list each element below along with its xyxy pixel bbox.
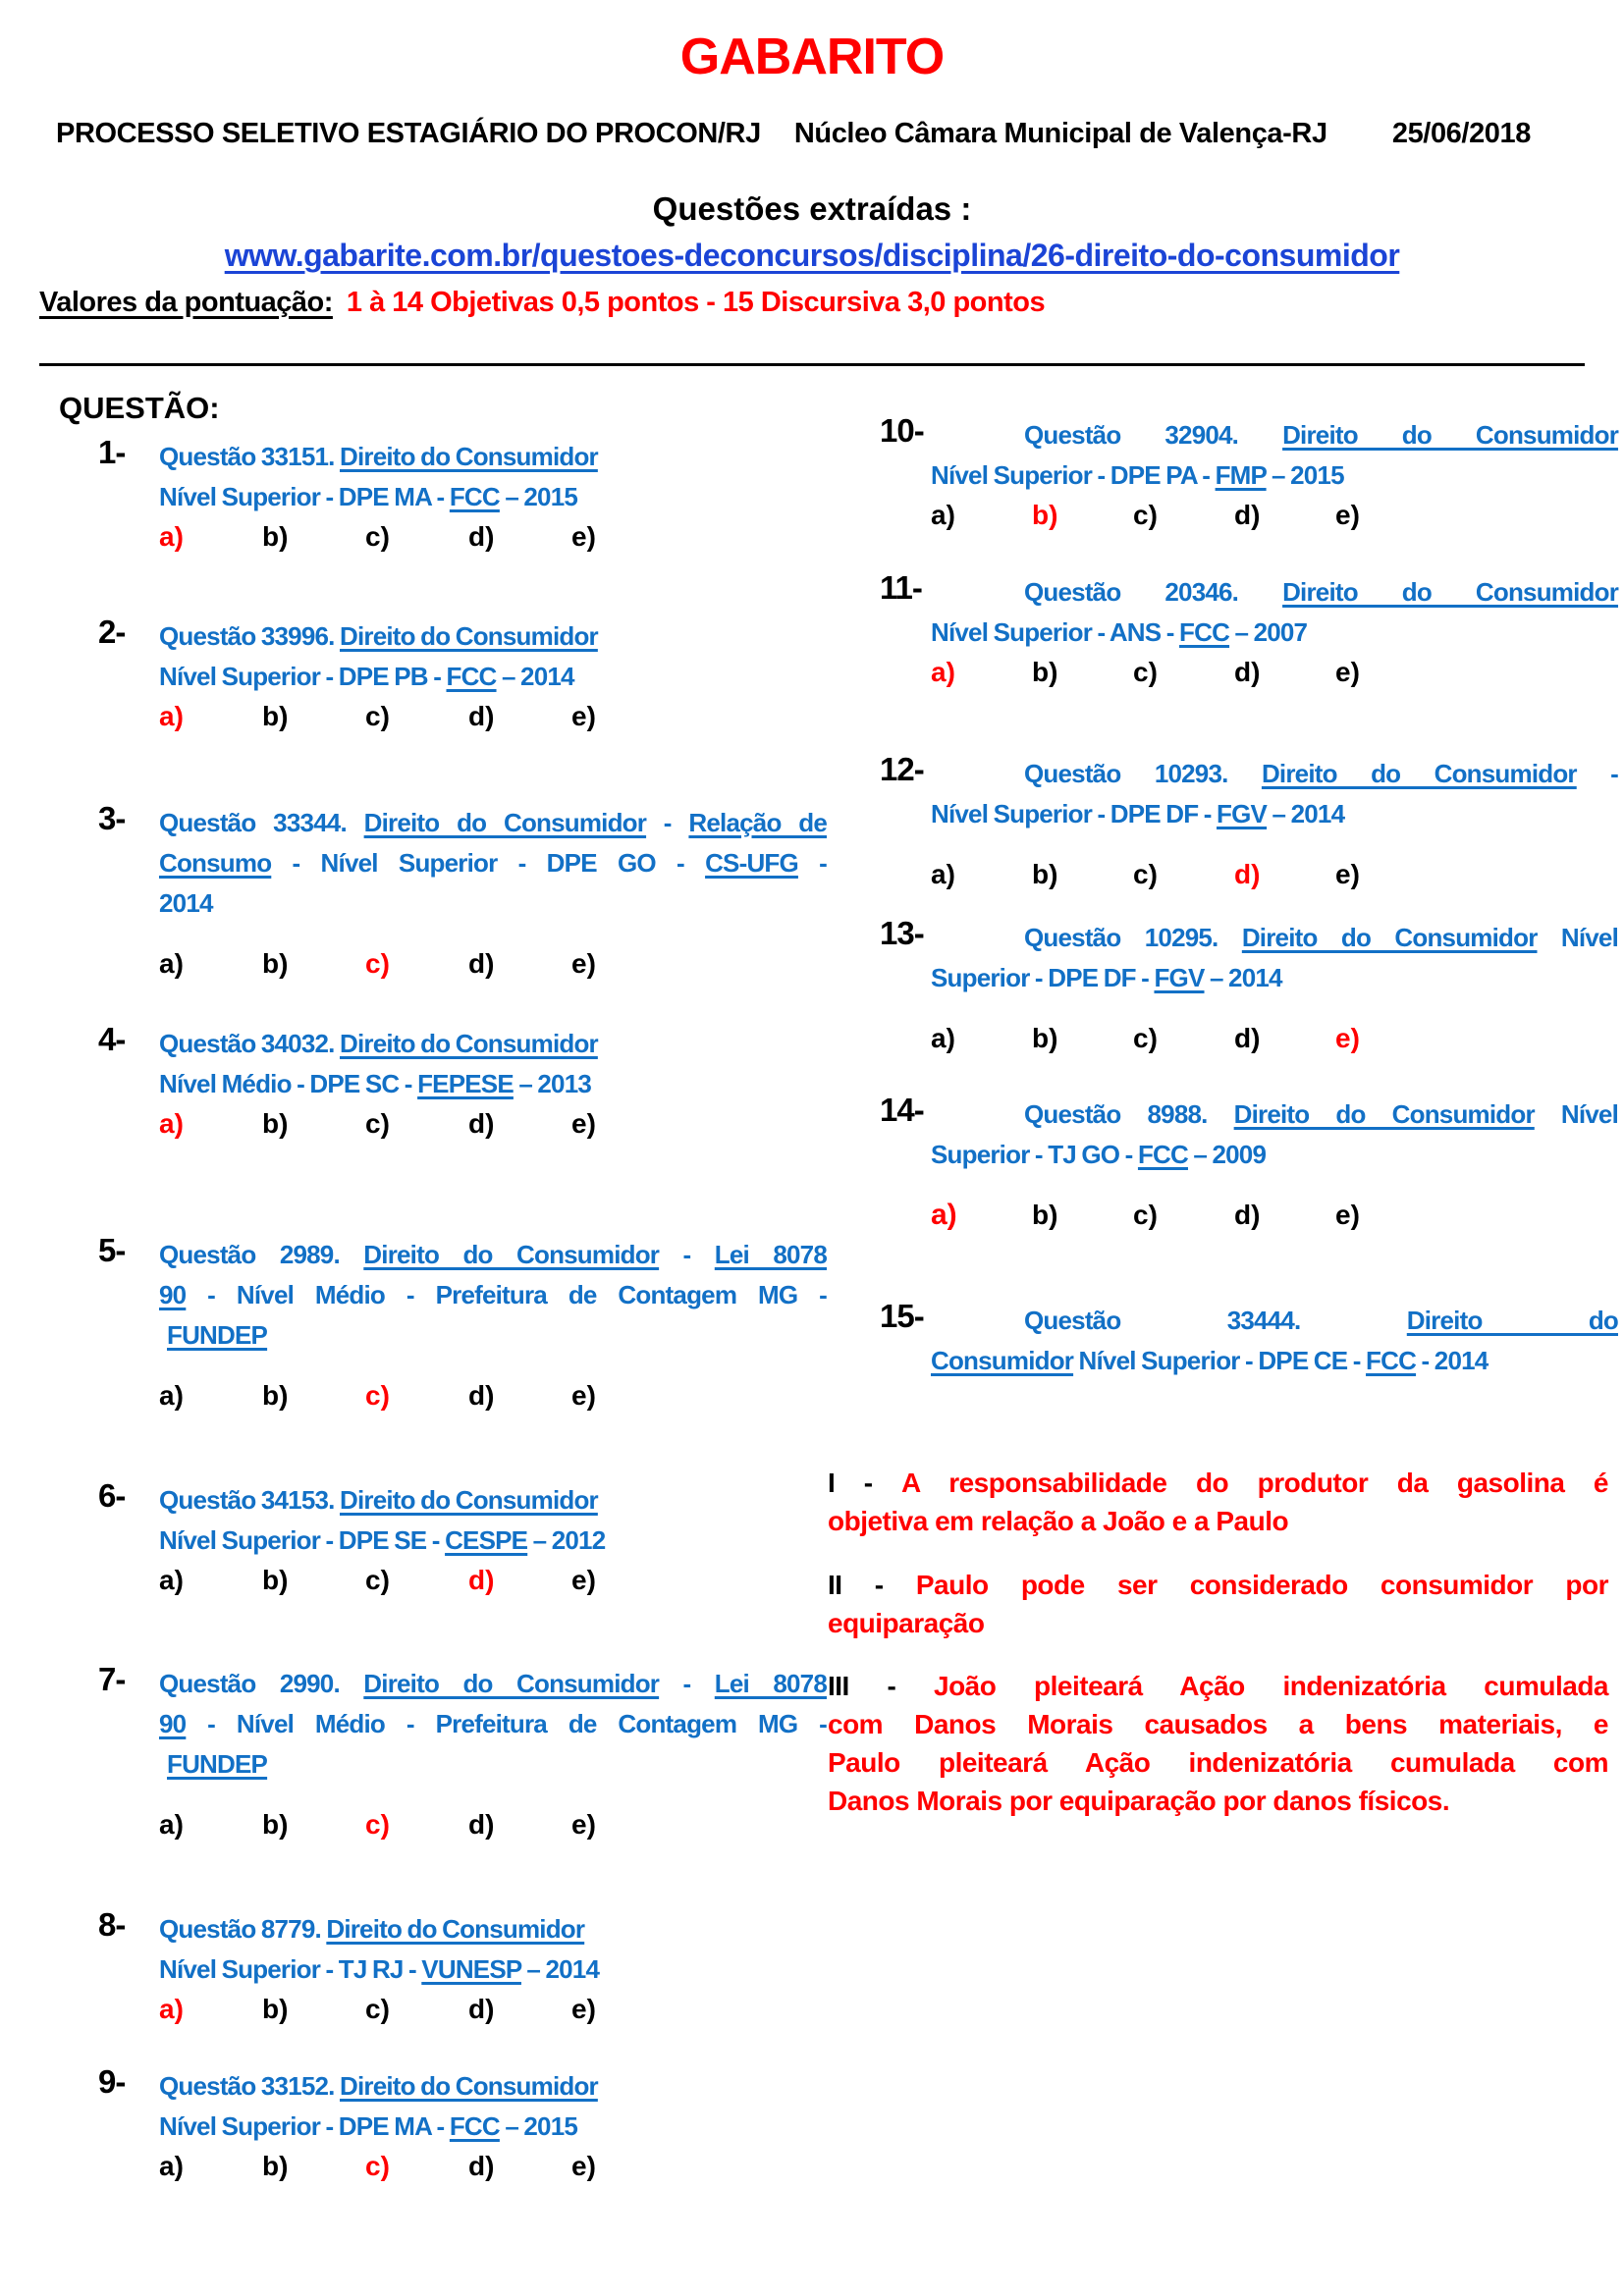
text-line (931, 1341, 1618, 1381)
option-c: c) (1133, 859, 1158, 889)
option-d: d) (468, 1380, 495, 1411)
linked-term[interactable]: FCC (446, 662, 497, 691)
statement-numeral: II - (828, 1570, 916, 1600)
answer-options (931, 653, 1618, 692)
option-d: d) (1234, 500, 1261, 530)
text-line (931, 1095, 1618, 1135)
text-line (159, 1521, 827, 1561)
option-b: b) (262, 1809, 289, 1840)
question-number: 9- (98, 2063, 126, 2100)
text-line (828, 1743, 1608, 1782)
question-text-segment: Nível Superior - DPE SE - (159, 1525, 446, 1555)
question-7 (98, 1661, 828, 1844)
option-e: e) (571, 1809, 596, 1840)
linked-term[interactable]: Consumidor (931, 1346, 1074, 1375)
linked-term[interactable]: FUNDEP (167, 1320, 268, 1350)
text-line (159, 477, 827, 517)
option-a-correct: a) (159, 1108, 184, 1139)
question-number: 2- (98, 614, 126, 650)
option-c-correct: c) (365, 1809, 390, 1840)
source-url-link[interactable]: www.gabarite.com.br/questoes-deconcursos/disciplina/26-direito-do-consumidor (224, 238, 1400, 273)
answer-options (159, 1561, 827, 1600)
source-url-line (0, 238, 1624, 274)
answer-options (159, 1104, 827, 1144)
text-line (931, 455, 1618, 496)
question-3 (98, 800, 827, 984)
question-text-segment: Questão 33444. (1024, 1306, 1407, 1335)
question-14 (880, 1092, 1618, 1235)
question-number: 6- (98, 1477, 126, 1514)
questions-section-label: QUESTÃO: (59, 391, 220, 425)
option-d: d) (1234, 1023, 1261, 1053)
question-text-segment: - (646, 808, 689, 837)
score-values: 1 à 14 Objetivas 0,5 pontos - 15 Discursiva 3,0 pontos (346, 287, 1046, 318)
question-text-segment: Questão 2989. (159, 1240, 364, 1269)
linked-term[interactable]: FCC (1179, 617, 1230, 647)
option-e: e) (571, 521, 596, 552)
question-text-segment: - (797, 848, 827, 878)
option-a-correct: a) (931, 657, 955, 687)
page-title: GABARITO (679, 28, 945, 85)
linked-term[interactable]: Direito do Consumidor (340, 2071, 598, 2101)
linked-term[interactable]: FMP (1215, 460, 1267, 490)
question-number: 15- (880, 1298, 924, 1334)
statement-III (828, 1667, 1608, 1820)
question-text-segment: - Nível Médio - Prefeitura de Contagem MG - (186, 1280, 827, 1309)
question-text-segment: Nível Superior - DPE PA - (931, 460, 1216, 490)
question-text-segment: Questão 34153. (159, 1485, 340, 1515)
linked-term[interactable]: Direito do Consumidor (1261, 759, 1577, 788)
question-number: 5- (98, 1232, 126, 1268)
question-number: 10- (880, 412, 924, 449)
option-c-correct: c) (365, 1380, 390, 1411)
statement-numeral: I - (828, 1468, 902, 1498)
question-text-segment: - Nível Médio - Prefeitura de Contagem MG - (186, 1709, 827, 1738)
linked-term[interactable]: FGV (1154, 963, 1205, 992)
answer-options (159, 2147, 827, 2186)
linked-term[interactable]: Direito do Consumidor (340, 442, 598, 471)
question-text (159, 1909, 827, 1990)
option-a: a) (159, 1380, 184, 1411)
answer-options (931, 496, 1618, 535)
option-c: c) (1133, 500, 1158, 530)
question-text-segment: Nível Superior - DPE MA - (159, 2111, 450, 2141)
process-name: PROCESSO SELETIVO ESTAGIÁRIO DO PROCON/RJ (56, 118, 761, 149)
text-line (159, 1480, 827, 1521)
question-1 (98, 434, 827, 557)
linked-term[interactable]: Direito do Consumidor (1233, 1099, 1535, 1129)
option-c: c) (365, 1994, 390, 2024)
option-c: c) (365, 701, 390, 731)
statement-text-segment: João pleiteará Ação indenizatória cumulada (934, 1671, 1608, 1701)
option-a-correct: a) (159, 1994, 184, 2024)
question-text-segment: – 2007 (1229, 617, 1308, 647)
linked-term[interactable]: FUNDEP (167, 1749, 268, 1779)
text-line (828, 1705, 1608, 1743)
linked-term[interactable]: VUNESP (421, 1954, 521, 1984)
option-d: d) (468, 948, 495, 979)
option-e: e) (571, 1565, 596, 1595)
question-text-segment: 2014 (159, 888, 213, 918)
linked-term[interactable]: Direito do Consumidor (326, 1914, 585, 1944)
option-b: b) (1032, 657, 1058, 687)
text-line (828, 1502, 1608, 1540)
text-line (931, 1135, 1618, 1175)
linked-term[interactable]: Direito do Consumidor (340, 621, 598, 651)
option-a-correct: a) (159, 701, 184, 731)
text-line (159, 803, 827, 843)
option-c: c) (365, 521, 390, 552)
statement-text-segment: Paulo pleiteará Ação indenizatória cumulada com (828, 1747, 1608, 1778)
linked-term[interactable]: FCC (1137, 1140, 1188, 1169)
option-e-correct: e) (1335, 1023, 1360, 1053)
option-b: b) (262, 1994, 289, 2024)
question-text (931, 415, 1618, 496)
question-text-segment: – 2015 (499, 2111, 578, 2141)
linked-term[interactable]: Direito do Consumidor (340, 1029, 598, 1058)
question-text-segment: - (659, 1240, 715, 1269)
text-line (159, 843, 827, 883)
question-text-segment: Questão 33152. (159, 2071, 340, 2101)
question-15 (880, 1298, 1618, 1381)
text-line (931, 415, 1618, 455)
question-10 (880, 412, 1619, 535)
question-number: 3- (98, 800, 126, 836)
question-text-segment: Questão 33151. (159, 442, 340, 471)
linked-term[interactable]: FGV (1217, 799, 1268, 828)
option-e: e) (1335, 859, 1360, 889)
option-c: c) (365, 1108, 390, 1139)
option-a: a) (159, 1809, 184, 1840)
option-a: a) (931, 500, 955, 530)
linked-term[interactable]: FEPESE (417, 1069, 514, 1098)
linked-term[interactable]: Lei 8078 (714, 1669, 828, 1698)
question-text-segment: Superior - TJ GO - (931, 1140, 1138, 1169)
statement-I (828, 1464, 1608, 1540)
question-9 (98, 2063, 827, 2186)
text-line (159, 1949, 827, 1990)
option-a: a) (931, 859, 955, 889)
question-text (931, 754, 1618, 834)
question-text-segment: – 2014 (496, 662, 574, 691)
linked-term[interactable]: Direito do Consumidor (1241, 923, 1538, 952)
question-number: 11- (880, 569, 922, 606)
text-line (828, 1667, 1608, 1705)
text-line (931, 613, 1618, 653)
question-text-segment: Questão 8988. (1024, 1099, 1234, 1129)
text-line (159, 1704, 827, 1744)
option-b: b) (1032, 859, 1058, 889)
question-number: 13- (880, 915, 924, 951)
linked-term[interactable]: Consumo (159, 848, 272, 878)
question-number: 4- (98, 1021, 126, 1057)
question-number: 8- (98, 1906, 126, 1943)
answer-options (931, 855, 1618, 894)
linked-term[interactable]: 90 (159, 1709, 187, 1738)
linked-term[interactable]: CESPE (445, 1525, 528, 1555)
linked-term[interactable]: FCC (449, 482, 500, 511)
option-d: d) (468, 701, 495, 731)
option-a: a) (159, 948, 184, 979)
question-text (159, 1480, 827, 1561)
linked-term[interactable]: Direito do Consumidor (340, 1485, 598, 1515)
statement-text-segment: Paulo pode ser considerado consumidor por (915, 1570, 1608, 1600)
text-line (159, 1744, 827, 1785)
option-b: b) (262, 1380, 289, 1411)
option-a-correct: a) (159, 521, 184, 552)
option-b-correct: b) (1032, 500, 1058, 530)
text-line (159, 437, 827, 477)
question-text (159, 1664, 827, 1785)
statement-text-segment: objetiva em relação a João e a Paulo (828, 1506, 1289, 1536)
question-text-segment: Superior - DPE DF - (931, 963, 1155, 992)
question-text-segment: Questão 2990. (159, 1669, 364, 1698)
option-b: b) (262, 948, 289, 979)
text-line (159, 1909, 827, 1949)
linked-term[interactable]: Lei 8078 (714, 1240, 828, 1269)
linked-term[interactable]: 90 (159, 1280, 187, 1309)
question-text (159, 803, 827, 924)
question-8 (98, 1906, 827, 2029)
question-text (931, 918, 1618, 998)
question-text-segment: Questão 8779. (159, 1914, 327, 1944)
question-12 (880, 751, 1618, 894)
question-number: 12- (880, 751, 924, 787)
option-c: c) (365, 1565, 390, 1595)
question-text-segment: Nível Superior - DPE PB - (159, 662, 447, 691)
option-e: e) (571, 701, 596, 731)
question-text (159, 2066, 827, 2147)
option-a: a) (159, 1565, 184, 1595)
text-line (159, 2066, 827, 2107)
question-number: 1- (98, 434, 126, 470)
option-e: e) (1335, 657, 1360, 687)
question-4 (98, 1021, 827, 1144)
option-d: d) (1234, 657, 1261, 687)
linked-term[interactable]: Direito do Consumidor (1282, 577, 1619, 607)
text-line (828, 1604, 1608, 1642)
answer-options (931, 1196, 1618, 1235)
question-5 (98, 1232, 828, 1415)
linked-term[interactable]: Direito do Consumidor (363, 1669, 660, 1698)
option-d: d) (468, 1809, 495, 1840)
linked-term[interactable]: FCC (1366, 1346, 1417, 1375)
text-line (931, 918, 1618, 958)
question-text-segment: Nível Superior - DPE DF - (931, 799, 1218, 828)
question-text-segment: – 2014 (1204, 963, 1282, 992)
question-text (159, 616, 827, 697)
question-text (931, 1301, 1618, 1381)
option-e: e) (571, 1380, 596, 1411)
option-e: e) (571, 1108, 596, 1139)
option-d-correct: d) (468, 1565, 495, 1595)
text-line (931, 754, 1618, 794)
option-e: e) (571, 2151, 596, 2181)
question-text-segment: Questão 33996. (159, 621, 340, 651)
question-2 (98, 616, 827, 736)
question-6 (98, 1477, 827, 1600)
text-line (828, 1464, 1608, 1502)
text-line (828, 1566, 1608, 1604)
answer-options (159, 1376, 827, 1415)
question-text-segment: Questão 33344. (159, 808, 364, 837)
option-b: b) (262, 1565, 289, 1595)
process-date: 25/06/2018 (1391, 118, 1531, 149)
option-e: e) (571, 948, 596, 979)
question-number: 7- (98, 1661, 126, 1697)
text-line (931, 958, 1618, 998)
process-location: Núcleo Câmara Municipal de Valença-RJ (793, 118, 1327, 149)
question-text-segment: Nível Médio - DPE SC - (159, 1069, 418, 1098)
question-11 (880, 569, 1619, 692)
statement-text-segment: com Danos Morais causados a bens materiais, e (828, 1709, 1608, 1739)
option-d: d) (1234, 1200, 1261, 1230)
linked-term[interactable]: Direito do Consumidor (363, 808, 647, 837)
question-text-segment: Nível (1534, 1099, 1618, 1129)
statement-text-segment: Danos Morais por equiparação por danos físicos. (828, 1786, 1450, 1816)
question-text (159, 1235, 827, 1356)
option-e: e) (1335, 500, 1360, 530)
option-b: b) (262, 521, 289, 552)
question-text-segment: Nível Superior - DPE MA - (159, 482, 450, 511)
statement-text-segment: equiparação (828, 1608, 985, 1638)
option-b: b) (1032, 1200, 1058, 1230)
question-text (931, 572, 1618, 653)
option-d: d) (468, 1108, 495, 1139)
process-subtitle (0, 118, 1624, 150)
linked-term[interactable]: Direito do Consumidor (1282, 420, 1619, 450)
question-text-segment: Nível Superior - ANS - (931, 617, 1180, 647)
question-text-segment: Nível Superior - TJ RJ - (159, 1954, 422, 1984)
option-a: a) (159, 2151, 184, 2181)
answer-options (159, 1805, 827, 1844)
option-b: b) (262, 2151, 289, 2181)
question-text-segment: Questão 10295. (1024, 923, 1242, 952)
option-a-correct: a) (931, 1199, 957, 1231)
question-text-segment: Questão 20346. (1024, 577, 1283, 607)
question-text-segment: – 2014 (1267, 799, 1345, 828)
text-line (159, 1664, 827, 1704)
question-text (931, 1095, 1618, 1175)
header-divider (39, 363, 1585, 366)
option-b: b) (262, 1108, 289, 1139)
text-line (931, 572, 1618, 613)
option-d: d) (468, 2151, 495, 2181)
option-e: e) (1335, 1200, 1360, 1230)
linked-term[interactable]: FCC (449, 2111, 500, 2141)
question-text-segment: - Nível Superior - DPE GO - (271, 848, 706, 878)
question-text-segment: – 2015 (499, 482, 578, 511)
text-line (159, 616, 827, 657)
text-line (159, 1275, 827, 1315)
answer-options (159, 944, 827, 984)
text-line (159, 1235, 827, 1275)
option-e: e) (571, 1994, 596, 2024)
statement-numeral: III - (828, 1671, 934, 1701)
score-label: Valores da pontuação: (39, 287, 333, 318)
option-d: d) (468, 1994, 495, 2024)
text-line (159, 1024, 827, 1064)
question-text-segment: – 2012 (527, 1525, 606, 1555)
question-text-segment: Questão 32904. (1024, 420, 1283, 450)
question-text-segment: - (1576, 759, 1618, 788)
question-text-segment: Questão 34032. (159, 1029, 340, 1058)
text-line (931, 1301, 1618, 1341)
question-text-segment: – 2009 (1187, 1140, 1267, 1169)
question-text-segment: - 2014 (1416, 1346, 1489, 1375)
text-line (159, 1315, 827, 1356)
linked-term[interactable]: Direito do Consumidor (363, 1240, 660, 1269)
option-c-correct: c) (365, 2151, 390, 2181)
statement-text-segment: A responsabilidade do produtor da gasolina é (901, 1468, 1608, 1498)
option-c: c) (1133, 1023, 1158, 1053)
option-b: b) (1032, 1023, 1058, 1053)
text-line (159, 2107, 827, 2147)
option-c-correct: c) (365, 948, 390, 979)
question-text-segment: – 2014 (520, 1954, 600, 1984)
question-13 (880, 915, 1618, 1058)
answer-options (159, 1990, 827, 2029)
question-text-segment: – 2015 (1266, 460, 1344, 490)
option-b: b) (262, 701, 289, 731)
question-text-segment: Questão 10293. (1024, 759, 1262, 788)
statement-II (828, 1566, 1608, 1642)
linked-term[interactable]: CS-UFG (705, 848, 798, 878)
linked-term[interactable]: Direito do (1406, 1306, 1618, 1335)
option-d: d) (468, 521, 495, 552)
extracted-questions-label: Questões extraídas : (652, 190, 972, 227)
question-number: 14- (880, 1092, 924, 1128)
linked-term[interactable]: Relação de (688, 808, 827, 837)
option-c: c) (1133, 657, 1158, 687)
question-text-segment: - (659, 1669, 715, 1698)
question-text (159, 1024, 827, 1104)
question-text-segment: Nível Superior - DPE CE - (1073, 1346, 1367, 1375)
question-text-segment: Nível (1537, 923, 1618, 952)
text-line (931, 794, 1618, 834)
question-text-segment: – 2013 (513, 1069, 592, 1098)
score-line (39, 287, 1591, 319)
answer-options (931, 1019, 1618, 1058)
option-d-correct: d) (1234, 859, 1261, 889)
text-line (159, 657, 827, 697)
answer-options (159, 517, 827, 557)
text-line (159, 883, 827, 924)
option-c: c) (1133, 1200, 1158, 1230)
option-a: a) (931, 1023, 955, 1053)
answer-options (159, 697, 827, 736)
question-text (159, 437, 827, 517)
text-line (159, 1064, 827, 1104)
text-line (828, 1782, 1608, 1820)
